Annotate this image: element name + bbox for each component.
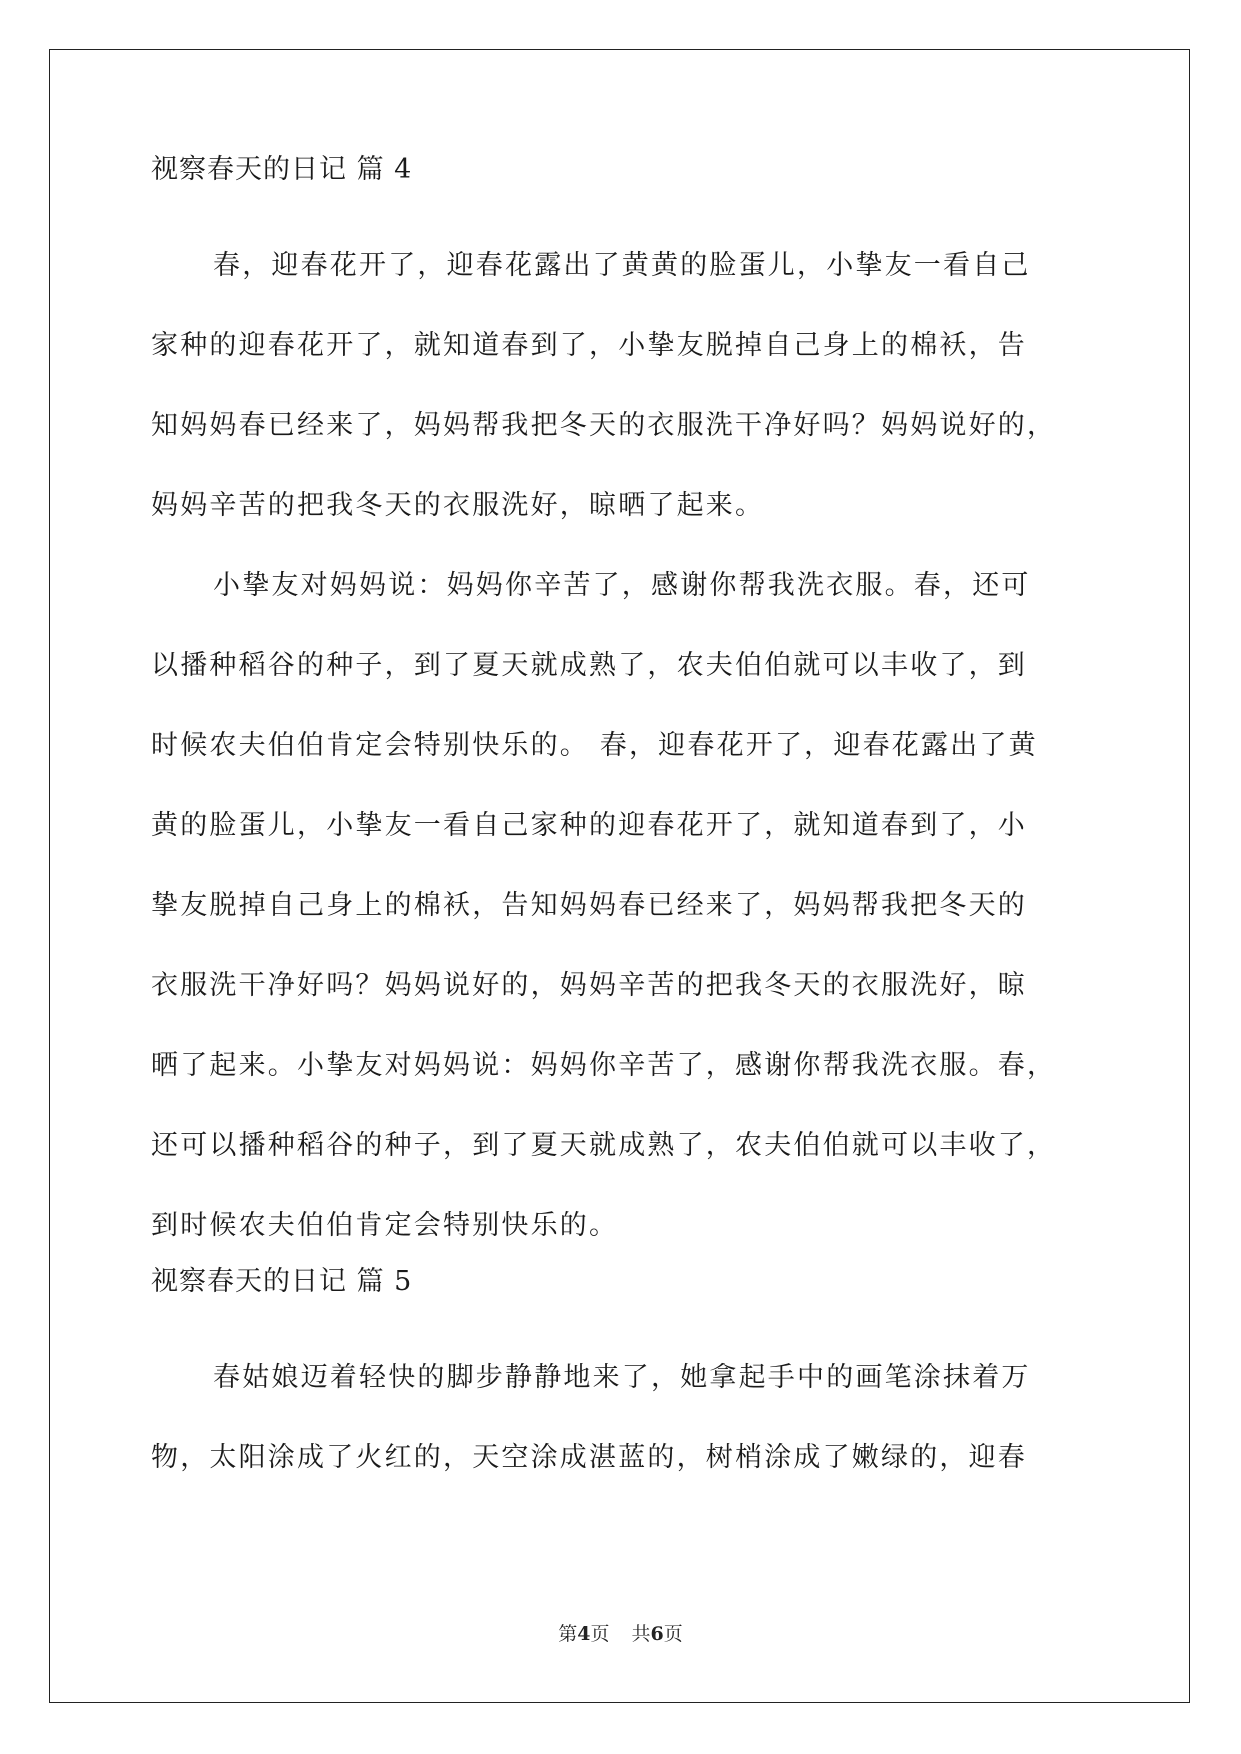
footer-total-suffix: 页	[663, 1623, 683, 1645]
text-line: 晒了起来。小挚友对妈妈说：妈妈你辛苦了，感谢你帮我洗衣服。春，	[151, 1050, 1057, 1081]
footer-total-prefix: 共	[631, 1623, 651, 1645]
text-line: 知妈妈春已经来了，妈妈帮我把冬天的衣服洗干净好吗？妈妈说好的，	[151, 410, 1057, 441]
text-line: 到时候农夫伯伯肯定会特别快乐的。	[151, 1210, 619, 1241]
current-page-number: 4	[577, 1623, 591, 1645]
paragraph	[151, 546, 1091, 1266]
text-line: 以播种稻谷的种子，到了夏天就成熟了，农夫伯伯就可以丰收了，到	[151, 650, 1027, 681]
paragraph	[151, 226, 1091, 546]
paragraph	[151, 1338, 1091, 1498]
page-footer	[0, 1622, 1241, 1646]
text-line: 衣服洗干净好吗？妈妈说好的，妈妈辛苦的把我冬天的衣服洗好，晾	[151, 970, 1027, 1001]
text-line: 家种的迎春花开了，就知道春到了，小挚友脱掉自己身上的棉袄，告	[151, 330, 1027, 361]
text-line: 时候农夫伯伯肯定会特别快乐的。 春，迎春花开了，迎春花露出了黄	[151, 730, 1038, 761]
section-title-4: 视察春天的日记 篇 4	[151, 154, 413, 185]
document-body	[151, 150, 1091, 1498]
text-line: 黄的脸蛋儿，小挚友一看自己家种的迎春花开了，就知道春到了，小	[151, 810, 1027, 841]
total-page-number: 6	[650, 1623, 664, 1645]
footer-prefix: 第	[558, 1623, 578, 1645]
text-line: 还可以播种稻谷的种子，到了夏天就成熟了，农夫伯伯就可以丰收了，	[151, 1130, 1057, 1161]
footer-page-word: 页	[590, 1623, 610, 1645]
section-title-5: 视察春天的日记 篇 5	[151, 1266, 413, 1297]
text-line: 春，迎春花开了，迎春花露出了黄黄的脸蛋儿，小挚友一看自己	[213, 250, 1031, 281]
text-line: 春姑娘迈着轻快的脚步静静地来了，她拿起手中的画笔涂抹着万	[213, 1362, 1031, 1393]
text-line: 挚友脱掉自己身上的棉袄，告知妈妈春已经来了，妈妈帮我把冬天的	[151, 890, 1027, 921]
text-line: 妈妈辛苦的把我冬天的衣服洗好，晾晒了起来。	[151, 490, 765, 521]
text-line: 小挚友对妈妈说：妈妈你辛苦了，感谢你帮我洗衣服。春，还可	[213, 570, 1031, 601]
text-line: 物，太阳涂成了火红的，天空涂成湛蓝的，树梢涂成了嫩绿的，迎春	[151, 1442, 1027, 1473]
